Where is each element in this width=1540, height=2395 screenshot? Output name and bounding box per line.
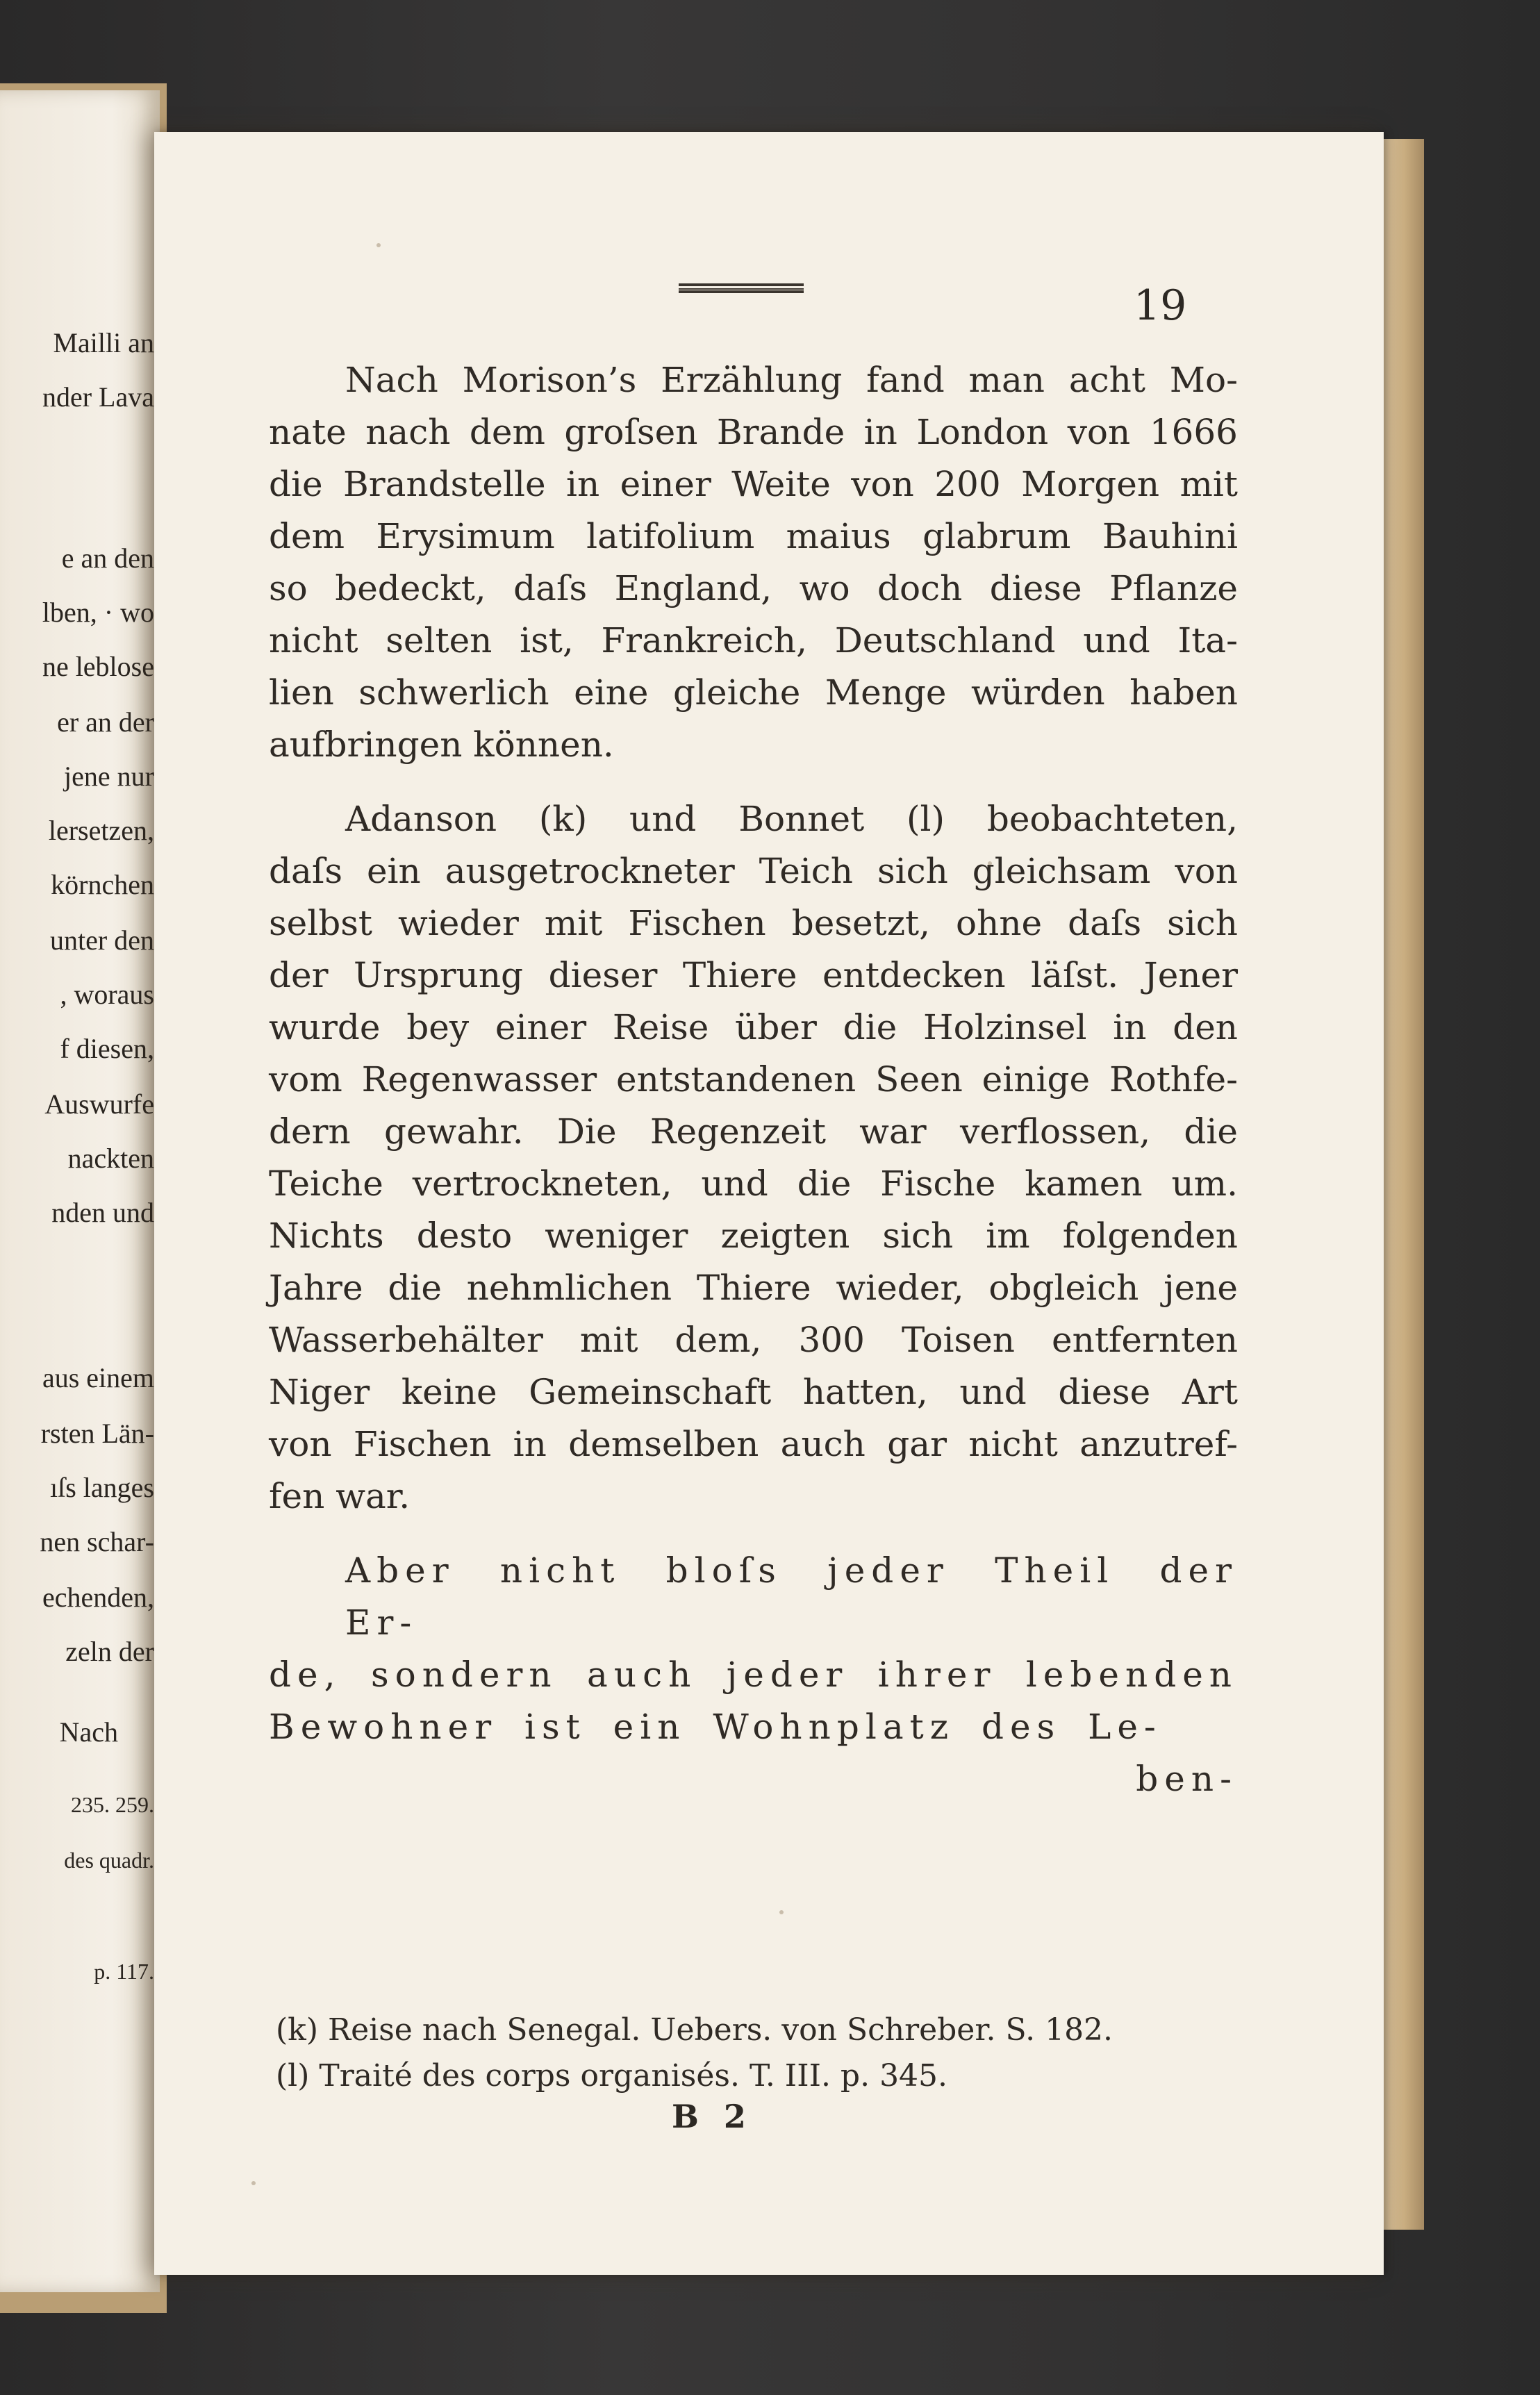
- line: selbst wieder mit Fischen besetzt, ohne daſs sich: [269, 903, 1238, 943]
- line: Nach Morison’s Erzählung fand man acht Mo-: [345, 360, 1238, 400]
- previous-page-line: nackten: [67, 1143, 154, 1174]
- previous-page-line: Auswurfe: [44, 1088, 154, 1120]
- current-page: [154, 132, 1384, 2275]
- line: aufbringen können.: [269, 724, 614, 765]
- paper-speck: [988, 861, 992, 865]
- line: nicht selten ist, Frankreich, Deutschland und Ita-: [269, 620, 1238, 661]
- line: daſs ein ausgetrockneter Teich sich gleichsam von: [269, 851, 1238, 891]
- previous-page-line: Nach: [59, 1716, 118, 1748]
- previous-page-line: nen schar-: [40, 1526, 154, 1557]
- paragraph-morison: [269, 354, 1238, 771]
- previous-page-line: nder Lava: [42, 381, 154, 413]
- previous-page-line: ne leblose: [42, 651, 154, 682]
- line: dem Erysimum latifolium maius glabrum Bauhini: [269, 516, 1238, 556]
- previous-page-line: e an den: [61, 542, 154, 574]
- previous-page-line: unter den: [50, 925, 154, 956]
- line: von Fischen in demselben auch gar nicht anzutref-: [269, 1424, 1238, 1464]
- previous-page-line: nden und: [51, 1197, 154, 1228]
- line: Wasserbehälter mit dem, 300 Toisen entfernten: [269, 1320, 1238, 1360]
- previous-page-line: rsten Län-: [40, 1418, 154, 1449]
- line: lien schwerlich eine gleiche Menge würden haben: [269, 672, 1238, 713]
- previous-page-line: zeln der: [65, 1636, 154, 1667]
- line: de, sondern auch jeder ihrer lebenden: [269, 1655, 1238, 1695]
- line: die Brandstelle in einer Weite von 200 Morgen mit: [269, 464, 1238, 504]
- previous-page-line: f diesen,: [60, 1033, 154, 1064]
- line: so bedeckt, daſs England, wo doch diese Pflanze: [269, 568, 1238, 608]
- previous-page-line: körnchen: [51, 869, 154, 900]
- page-number: 19: [1134, 281, 1187, 330]
- paragraph-adanson: [269, 793, 1238, 1523]
- line: vom Regenwasser entstandenen Seen einige Rothfe-: [269, 1059, 1238, 1100]
- previous-page-line: des quadr.: [64, 1848, 154, 1873]
- line: nate nach dem groſsen Brande in London von 1666: [269, 412, 1238, 452]
- catchword: [269, 1753, 1238, 1805]
- previous-page-line: 235. 259.: [71, 1792, 154, 1817]
- header-rule: [679, 283, 804, 293]
- previous-page-line: lben, · wo: [42, 597, 154, 628]
- paper-speck: [779, 1910, 784, 1914]
- paper-speck: [251, 2181, 256, 2185]
- line: Aber nicht bloſs jeder Theil der Er-: [345, 1550, 1238, 1643]
- previous-page-line: jene nur: [64, 761, 154, 792]
- previous-page-line: echenden,: [42, 1582, 154, 1613]
- previous-page-line: p. 117.: [94, 1959, 154, 1984]
- line: Bewohner ist ein Wohnplatz des Le-: [269, 1707, 1162, 1747]
- line: Niger keine Gemeinschaft hatten, und diese Art: [269, 1372, 1238, 1412]
- line: Teiche vertrockneten, und die Fische kamen um.: [269, 1163, 1238, 1204]
- signature-mark: B 2: [672, 2098, 753, 2135]
- paragraph-aber: [269, 1545, 1238, 1753]
- paper-speck: [376, 243, 381, 247]
- line: der Ursprung dieser Thiere entdecken läſst. Jener: [269, 955, 1238, 995]
- previous-page-line: lersetzen,: [48, 815, 154, 846]
- footnote-k: (k) Reise nach Senegal. Uebers. von Schreber. S. 182.: [276, 2012, 1113, 2048]
- line: Jahre die nehmlichen Thiere wieder, obgleich jene: [269, 1268, 1238, 1308]
- previous-page-line: , woraus: [60, 979, 154, 1010]
- previous-page-line: Mailli an: [53, 327, 154, 358]
- previous-page-line: ıſs langes: [50, 1472, 154, 1503]
- footnotes: [276, 2007, 1241, 2099]
- line: ben-: [1136, 1759, 1238, 1799]
- previous-page: [0, 90, 160, 2292]
- body-text: [269, 354, 1238, 1805]
- line: wurde bey einer Reise über die Holzinsel in den: [269, 1007, 1238, 1047]
- previous-page-line: aus einem: [42, 1362, 154, 1393]
- footnote-l: (l) Traité des corps organisés. T. III. p. 345.: [276, 2058, 948, 2094]
- previous-page-line: er an der: [57, 706, 154, 738]
- line: Nichts desto weniger zeigten sich im folgenden: [269, 1216, 1238, 1256]
- line: fen war.: [269, 1476, 411, 1516]
- line: Adanson (k) und Bonnet (l) beobachteten,: [345, 799, 1238, 839]
- line: dern gewahr. Die Regenzeit war verflossen, die: [269, 1111, 1238, 1152]
